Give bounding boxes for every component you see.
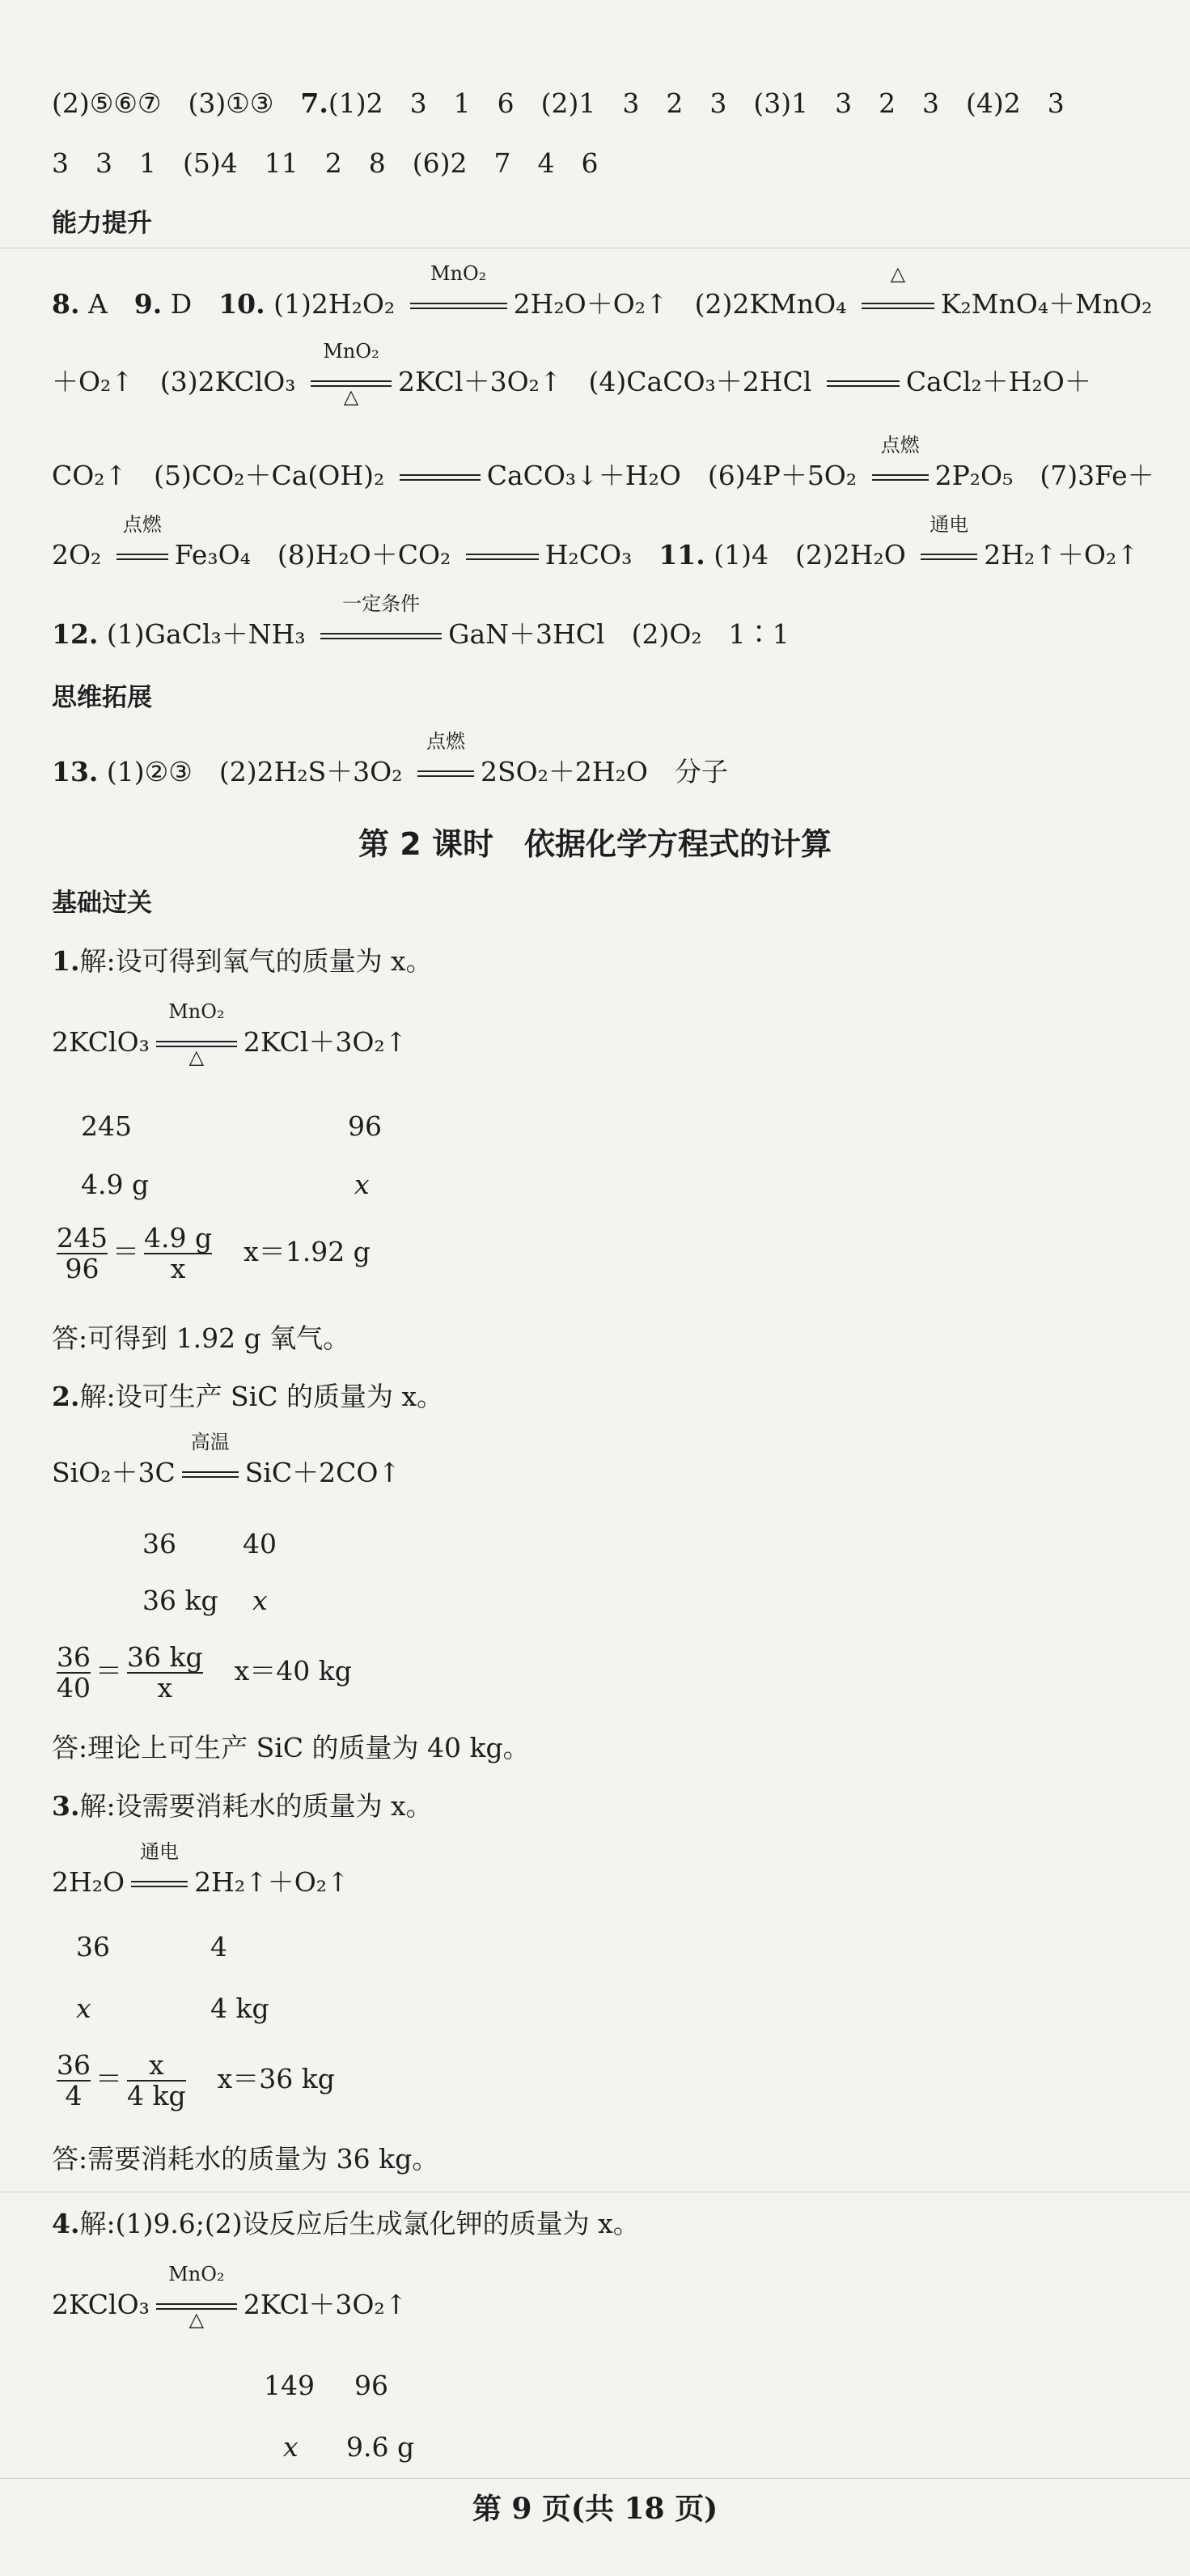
problem-1-proportion: $\frac{245}{96}$ ＝ $\frac{4.9 g}{x}$ x＝1.92 g	[57, 1222, 371, 1284]
reaction-arrow	[463, 539, 542, 571]
problem-3-molar-mass: 36 4	[76, 1931, 227, 1963]
problem-3-mass: x 4 kg	[76, 1992, 269, 2024]
problem-2-equation: SiO₂＋3C 高温 SiC＋2CO↑	[52, 1431, 401, 1488]
problem-1-intro: 1.解:设可得到氧气的质量为 x。	[52, 945, 433, 977]
answer-line-2: 3 3 1 (5)4 11 2 8 (6)2 7 4 6	[52, 147, 599, 179]
reaction-arrow: MnO₂ △	[153, 2289, 240, 2321]
reaction-arrow: △	[858, 288, 938, 320]
answer-line-q13: 13. (1)②③ (2)2H₂S＋3O₂ 点燃 2SO₂＋2H₂O 分子	[52, 730, 728, 787]
answer-line-q12: 12. (1)GaCl₃＋NH₃ 一定条件 GaN＋3HCl (2)O₂ 1∶1	[52, 592, 790, 650]
problem-4-molar-mass: 149 96	[264, 2370, 388, 2401]
reaction-arrow: 点燃	[869, 460, 932, 492]
reaction-arrow: 一定条件	[317, 618, 445, 651]
problem-3-equation: 2H₂O 通电 2H₂↑＋O₂↑	[52, 1840, 349, 1898]
reaction-arrow: 通电	[128, 1866, 191, 1899]
answer-line-q10-3: ＋O₂↑ (3)2KClO₃ MnO₂ △ 2KCl＋3O₂↑ (4)CaCO₃＋2HCl CaCl₂＋H₂O＋	[52, 340, 1091, 408]
section-heading-siwei: 思维拓展	[52, 683, 152, 712]
problem-2-mass: 36 kg x	[142, 1585, 268, 1616]
reaction-arrow: 点燃	[414, 756, 477, 788]
reaction-arrow: 通电	[917, 539, 980, 571]
answer-line-q10-7: 2O₂ 点燃 Fe₃O₄ (8)H₂O＋CO₂ H₂CO₃ 11. (1)4 (2)2H₂O 通电 2H₂↑＋O₂↑	[52, 513, 1139, 571]
problem-1-molar-mass: 245 96	[81, 1110, 382, 1142]
problem-1-answer: 答:可得到 1.92 g 氧气。	[52, 1322, 350, 1354]
section-heading-jichu: 基础过关	[52, 889, 152, 918]
page-footer: 第 9 页(共 18 页)	[472, 2492, 718, 2526]
problem-2-proportion: $\frac{36}{40}$ ＝ $\frac{36 kg}{x}$ x＝40 kg	[57, 1641, 352, 1704]
problem-3-answer: 答:需要消耗水的质量为 36 kg。	[52, 2143, 439, 2175]
reaction-arrow: 高温	[179, 1457, 242, 1489]
answer-line-1: (2)⑤⑥⑦ (3)①③ 7.(1)2 3 1 6 (2)1 3 2 3 (3)1 3 2 3 (4)2 3	[52, 87, 1065, 119]
problem-4-equation: 2KClO₃ MnO₂ △ 2KCl＋3O₂↑	[52, 2263, 408, 2331]
reaction-arrow: MnO₂	[407, 288, 510, 320]
reaction-arrow: MnO₂ △	[307, 366, 395, 398]
problem-2-intro: 2.解:设可生产 SiC 的质量为 x。	[52, 1381, 444, 1412]
answer-line-q8: 8. A 9. D 10. (1)2H₂O₂ MnO₂ 2H₂O＋O₂↑ (2)2KMnO₄ △ K₂MnO₄＋MnO₂	[52, 262, 1153, 320]
reaction-arrow	[824, 366, 903, 398]
problem-1-mass: 4.9 g x	[81, 1169, 370, 1200]
divider	[0, 2478, 1190, 2479]
problem-3-intro: 3.解:设需要消耗水的质量为 x。	[52, 1790, 433, 1822]
problem-3-proportion: $\frac{36}{4}$ ＝ $\frac{x}{4 kg}$ x＝36 kg	[57, 2049, 335, 2111]
reaction-arrow: 点燃	[113, 539, 172, 571]
section-heading-nengli: 能力提升	[52, 209, 152, 238]
reaction-arrow	[396, 460, 484, 492]
reaction-arrow: MnO₂ △	[153, 1026, 240, 1059]
problem-1-equation: 2KClO₃ MnO₂ △ 2KCl＋3O₂↑	[52, 1000, 408, 1068]
problem-4-intro: 4.解:(1)9.6;(2)设反应后生成氯化钾的质量为 x。	[52, 2208, 640, 2239]
problem-2-answer: 答:理论上可生产 SiC 的质量为 40 kg。	[52, 1732, 530, 1763]
page-title: 第 2 课时 依据化学方程式的计算	[358, 826, 832, 862]
problem-2-molar-mass: 36 40	[142, 1528, 277, 1560]
answer-line-q10-5: CO₂↑ (5)CO₂＋Ca(OH)₂ CaCO₃↓＋H₂O (6)4P＋5O₂ 点燃 2P₂O₅ (7)3Fe＋	[52, 434, 1154, 491]
problem-4-mass: x 9.6 g	[283, 2431, 415, 2463]
